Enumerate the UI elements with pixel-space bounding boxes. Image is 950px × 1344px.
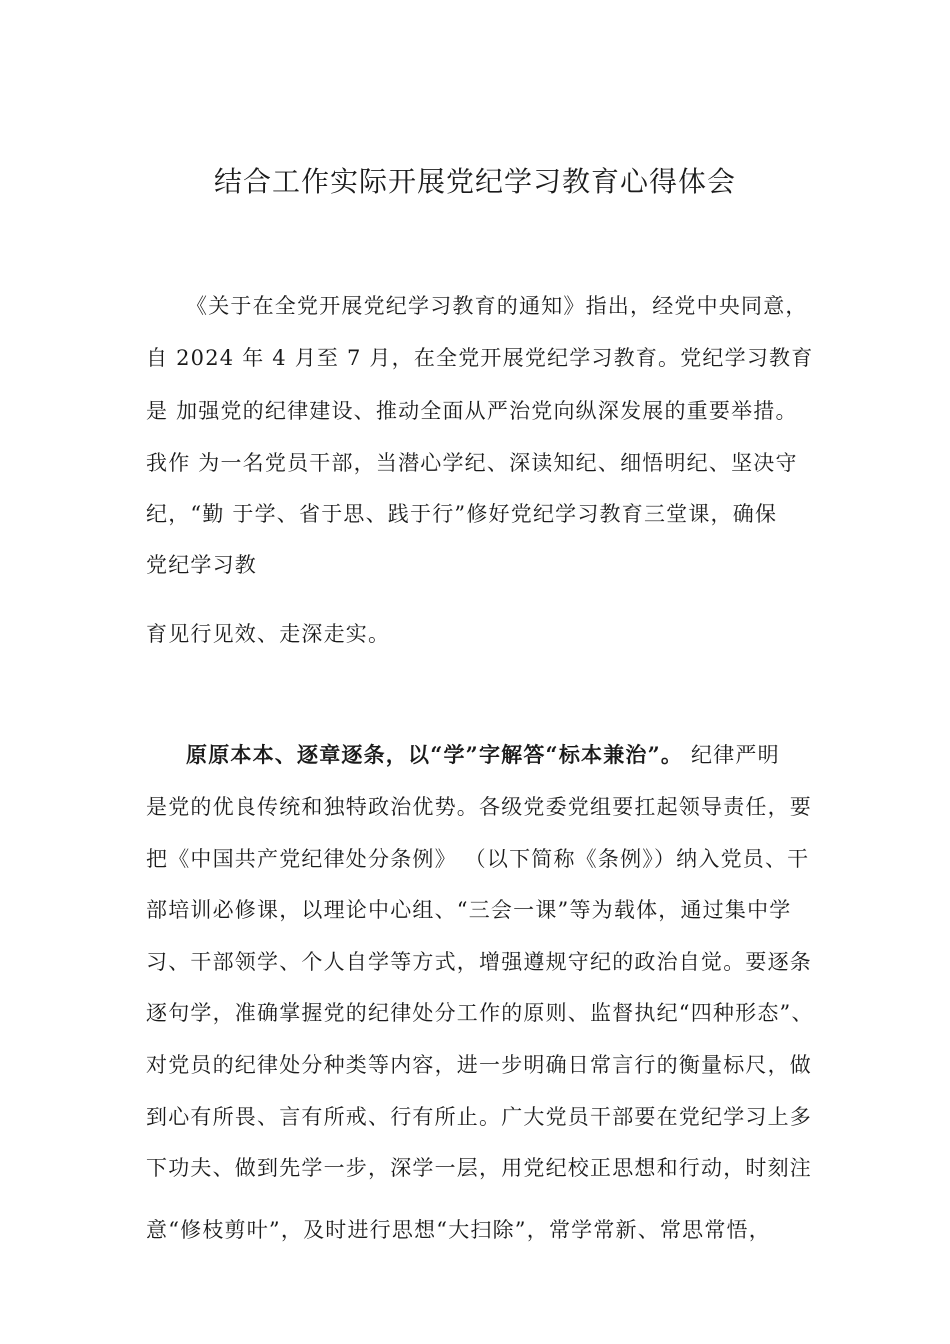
paragraph-2-line-10: 意“修枝剪叶”，及时进行思想“大扫除”，常学常新、常思常悟， bbox=[146, 1218, 771, 1242]
paragraph-1-line-7: 育见行见效、走深走实。 bbox=[146, 622, 391, 646]
paragraph-2-line-2: 是党的优良传统和独特政治优势。各级党委党组要扛起领导责任，要 bbox=[146, 795, 812, 819]
paragraph-1-line-2: 自 2024 年 4 月至 7 月，在全党开展党纪学习教育。党纪学习教育 bbox=[146, 346, 814, 370]
document-title: 结合工作实际开展党纪学习教育心得体会 bbox=[213, 165, 736, 198]
paragraph-1-line-4: 我作 为一名党员干部，当潜心学纪、深读知纪、细悟明纪、坚决守 bbox=[146, 451, 798, 475]
paragraph-2-line-6: 逐句学，准确掌握党的纪律处分工作的原则、监督执纪“四种形态”、 bbox=[146, 1001, 814, 1025]
paragraph-1-line-1: 《关于在全党开展党纪学习教育的通知》指出，经党中央同意， bbox=[186, 294, 808, 318]
paragraph-2-line-1-rest: 纪律严明 bbox=[683, 743, 780, 767]
paragraph-1-line-5: 纪，“勤 于学、省于思、践于行”修好党纪学习教育三堂课，确保 bbox=[146, 502, 778, 526]
paragraph-2-line-1 bbox=[186, 739, 780, 769]
paragraph-1-line-3: 是 加强党的纪律建设、推动全面从严治党向纵深发展的重要举措。 bbox=[146, 399, 798, 423]
paragraph-2-line-5: 习、干部领学、个人自学等方式，增强遵规守纪的政治自觉。要逐条 bbox=[146, 950, 812, 974]
paragraph-1-line-6: 党纪学习教 bbox=[146, 553, 257, 577]
paragraph-2-line-8: 到心有所畏、言有所戒、行有所止。广大党员干部要在党纪学习上多 bbox=[146, 1105, 812, 1129]
paragraph-2-line-7: 对党员的纪律处分种类等内容，进一步明确日常言行的衡量标尺，做 bbox=[146, 1053, 812, 1077]
paragraph-2-heading: 原原本本、逐章逐条，以“学”字解答“标本兼治”。 bbox=[186, 742, 684, 767]
paragraph-2-line-4: 部培训必修课，以理论中心组、“三会一课”等为载体，通过集中学 bbox=[146, 898, 792, 922]
paragraph-2-line-3: 把《中国共产党纪律处分条例》 （以下简称《条例》）纳入党员、干 bbox=[146, 847, 810, 871]
paragraph-2-line-9: 下功夫、做到先学一步，深学一层，用党纪校正思想和行动，时刻注 bbox=[146, 1156, 812, 1180]
